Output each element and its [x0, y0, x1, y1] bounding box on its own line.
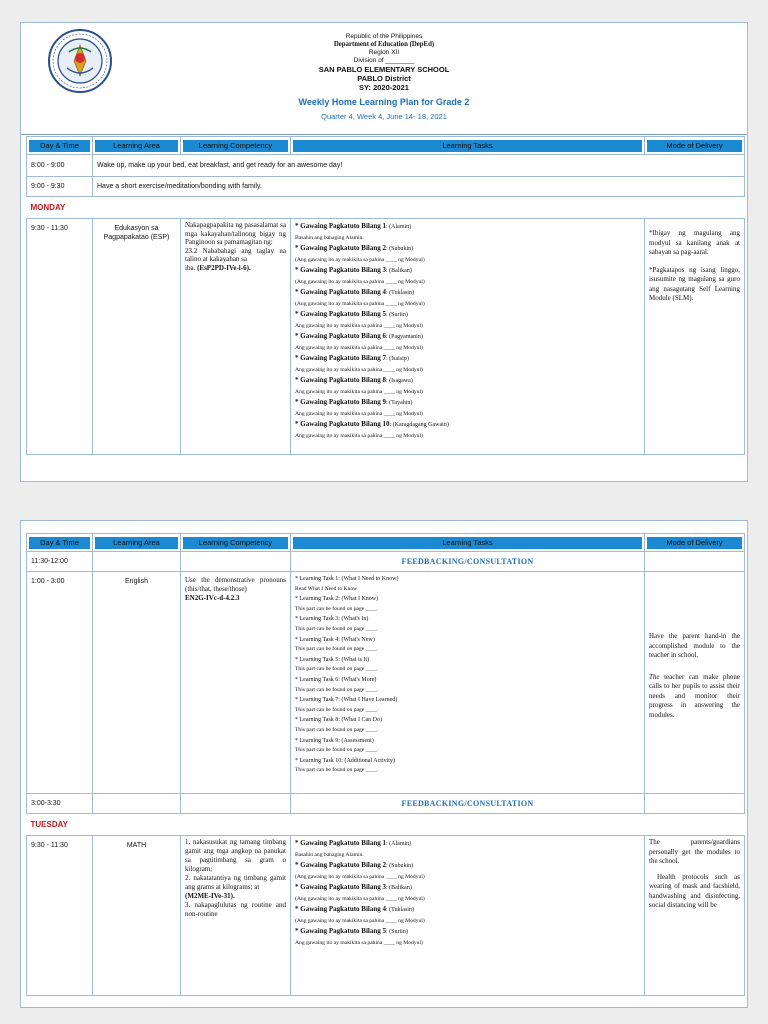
task-note: (Ang gawaing ito ay makikita sa pahina ____ ng Modyul) — [295, 873, 425, 880]
table-row — [27, 794, 745, 814]
col-learning-tasks: Learning Tasks — [291, 534, 645, 552]
table-header-row — [27, 534, 745, 552]
tasks-math — [291, 836, 645, 996]
task-label: * Gawaing Pagkatuto Bilang 1: (Alamin) — [295, 839, 412, 847]
row-activity: Wake up, make up your bed, eat breakfast, and get ready for an awesome day! — [93, 155, 745, 177]
task-label: * Gawaing Pagkatuto Bilang 9: (Tayahin) — [295, 398, 413, 406]
feedbacking-label: FEEDBACKING/CONSULTATION — [291, 794, 645, 814]
task-label: * Gawaing Pagkatuto Bilang 2: (Subukin) — [295, 861, 414, 869]
row-time: 9:30 - 11:30 — [27, 836, 93, 996]
task-note: (Ang gawaing ito ay makikita sa pahina ____ ng Modyul) — [295, 917, 425, 924]
document-header — [21, 23, 747, 135]
task-label: * Learning Task 2: (What I Know) — [295, 596, 379, 603]
task-label: * Gawaing Pagkatuto Bilang 3: (Balikan) — [295, 883, 412, 891]
day-tuesday: TUESDAY — [27, 814, 745, 836]
plan-page-1 — [20, 22, 748, 482]
mode-math: The parents/guardians personally get the modules to the school. Health protocols such as wearing of mask and facshield, handwashing and disinfecting, social distancing will be — [645, 836, 745, 996]
task-label: * Gawaing Pagkatuto Bilang 1: (Alamin) — [295, 222, 412, 230]
plan-title: Weekly Home Learning Plan for Grade 2 — [298, 97, 470, 107]
row-time: 8:00 - 9:00 — [27, 155, 93, 177]
task-label: * Learning Task 1: (What I Need to Know) — [295, 576, 399, 582]
task-label: * Gawaing Pagkatuto Bilang 8: (Isagawa) — [295, 376, 413, 384]
task-note: Basahin ang bahaging Alamin. — [295, 851, 364, 858]
mode-english: Have the parent hand-in the accomplished module to the teacher in school. The teacher can make phone calls to her pupils to assist their needs and monitor their progress in answering the modules. — [645, 572, 745, 794]
task-note: Basahin ang bahaging Alamin. — [295, 234, 364, 241]
competency-esp: Nakapagpapakita ng pasasalamat sa mga kakayahan/talinong bigay ng Panginoon sa pamamagitan ng: 23.2 Nababahagi ang taglay na talino at kakayahan sa iba. (EsP2PD-IVe-i-6). — [181, 219, 291, 455]
task-label: * Learning Task 5: (What is It) — [295, 656, 370, 663]
row-time: 9:30 - 11:30 — [27, 219, 93, 455]
feedbacking-label: FEEDBACKING/CONSULTATION — [291, 552, 645, 572]
plan-page-2 — [20, 520, 748, 1008]
task-label: * Gawaing Pagkatuto Bilang 5: (Suriin) — [295, 927, 408, 935]
tasks-esp — [291, 219, 645, 455]
district-name: PABLO District — [357, 74, 411, 83]
task-label: * Learning Task 10: (Additional Activity) — [295, 757, 395, 764]
task-label: * Gawaing Pagkatuto Bilang 10: (Karagdagang Gawain) — [295, 420, 449, 428]
table-row-english — [27, 572, 745, 794]
task-note: This part can be found on page ____. — [295, 767, 379, 774]
plan-quarter: Quarter 4, Week 4, June 14- 18, 2021 — [321, 112, 447, 121]
task-label: * Learning Task 4: (What's New) — [295, 636, 375, 643]
col-learning-competency: Learning Competency — [181, 534, 291, 552]
col-day-time: Day & Time — [27, 137, 93, 155]
task-note: (Ang gawaing ito ay makikita sa pahina ____ ng Modyul) — [295, 300, 425, 307]
row-activity: Have a short exercise/meditation/bonding with family. — [93, 177, 745, 197]
table-row — [27, 552, 745, 572]
col-learning-area: Learning Area — [93, 137, 181, 155]
task-label: * Gawaing Pagkatuto Bilang 4: (Tuklasin) — [295, 905, 414, 913]
col-mode-of-delivery: Mode of Delivery — [645, 534, 745, 552]
task-label: * Gawaing Pagkatuto Bilang 3: (Balikan) — [295, 266, 412, 274]
task-note: Ang gawaing ito ay makikita sa pahina ____ ng Modyul) — [295, 366, 423, 373]
tasks-english — [291, 572, 645, 794]
task-label: * Gawaing Pagkatuto Bilang 5: (Suriin) — [295, 310, 408, 318]
col-day-time: Day & Time — [27, 534, 93, 552]
col-learning-competency: Learning Competency — [181, 137, 291, 155]
learning-area-esp: Edukasyon sa Pagpapakatao (ESP) — [93, 219, 181, 455]
day-row — [27, 197, 745, 219]
task-label: * Gawaing Pagkatuto Bilang 7: (Isaisip) — [295, 354, 409, 362]
competency-english: Use the demonstrative pronouns (this/that, these/those) EN2G-IVc-d-4.2.3 — [181, 572, 291, 794]
task-label: * Learning Task 3: (What's In) — [295, 616, 369, 623]
division-line: Division of ________ — [353, 57, 415, 64]
learning-area-math: MATH — [93, 836, 181, 996]
task-note: This part can be found on page ____. — [295, 666, 379, 673]
col-learning-tasks: Learning Tasks — [291, 137, 645, 155]
learning-area-english: English — [93, 572, 181, 794]
table-row-math — [27, 836, 745, 996]
task-note: This part can be found on page ____. — [295, 605, 379, 612]
school-year: SY: 2020-2021 — [359, 83, 409, 92]
task-note: This part can be found on page ____. — [295, 625, 379, 632]
republic-line: Republic of the Philippines — [345, 33, 423, 40]
task-note: (Ang gawaing ito ay makikita sa pahina ____ ng Modyul) — [295, 278, 425, 285]
plan-table-2 — [26, 533, 745, 996]
table-row — [27, 177, 745, 197]
task-note: Ang gawaing ito ay makikita sa pahina ____ ng Modyul) — [295, 322, 423, 329]
task-note: (Ang gawaing ito ay makikita sa pahina ____ ng Modyul) — [295, 256, 425, 263]
region-line: Region XII — [368, 49, 400, 56]
task-label: * Learning Task 8: (What I Can Do) — [295, 717, 382, 724]
task-note: This part can be found on page ____. — [295, 706, 379, 713]
task-note: Read What I Need to Know — [295, 585, 358, 592]
competency-math: 1. nakasusukat ng tamang timbang gamit ang mga angkop na panukat sa pagtitimbang sa gram o kilogram; 2. nakatatantiya ng timbang gamit ang grams at kilograms; at (M2ME-IVe-31). 3. nakapaglulutas ng routine and non-routine — [181, 836, 291, 996]
mode-esp: *Ibigay ng magulang ang modyul sa kanilang anak at sabayan sa pag-aaral. *Pagkatapos ng isang linggo, isusumite ng magulang sa guro ang nasagutang Self Learning Module (SLM). — [645, 219, 745, 455]
table-row — [27, 155, 745, 177]
department-line: Department of Education (DepEd) — [333, 41, 435, 48]
task-note: Ang gawaing ito ay makikita sa pahina ____ ng Modyul) — [295, 432, 423, 439]
task-label: * Gawaing Pagkatuto Bilang 6: (Pagyamanin) — [295, 332, 423, 340]
task-note: This part can be found on page ____. — [295, 686, 379, 693]
task-note: Ang gawaing ito ay makikita sa pahina ____ ng Modyul) — [295, 344, 423, 351]
row-time: 1:00 - 3:00 — [27, 572, 93, 794]
school-name: SAN PABLO ELEMENTARY SCHOOL — [318, 65, 450, 74]
task-note: This part can be found on page ____. — [295, 747, 379, 754]
col-learning-area: Learning Area — [93, 534, 181, 552]
task-note: Ang gawaing ito ay makikita sa pahina ____ ng Modyul) — [295, 939, 423, 946]
day-row — [27, 814, 745, 836]
task-label: * Learning Task 6: (What's More) — [295, 676, 377, 683]
table-row-esp — [27, 219, 745, 455]
task-note: This part can be found on page ____. — [295, 646, 379, 653]
plan-table-1 — [26, 136, 745, 455]
row-time: 3:00-3:30 — [27, 794, 93, 814]
task-label: * Learning Task 7: (What I Have Learned) — [295, 697, 398, 704]
task-note: Ang gawaing ito ay makikita sa pahina ____ ng Modyul) — [295, 388, 423, 395]
task-note: Ang gawaing ito ay makikita sa pahina ____ ng Modyul) — [295, 410, 423, 417]
task-label: * Learning Task 9: (Assessment) — [295, 737, 374, 744]
table-header-row — [27, 137, 745, 155]
row-time: 9:00 - 9:30 — [27, 177, 93, 197]
row-time: 11:30-12:00 — [27, 552, 93, 572]
task-note: This part can be found on page ____. — [295, 726, 379, 733]
task-label: * Gawaing Pagkatuto Bilang 2: (Subukin) — [295, 244, 414, 252]
day-monday: MONDAY — [27, 197, 745, 219]
task-label: * Gawaing Pagkatuto Bilang 4: (Tuklasin) — [295, 288, 414, 296]
task-note: (Ang gawaing ito ay makikita sa pahina ____ ng Modyul) — [295, 895, 425, 902]
col-mode-of-delivery: Mode of Delivery — [645, 137, 745, 155]
